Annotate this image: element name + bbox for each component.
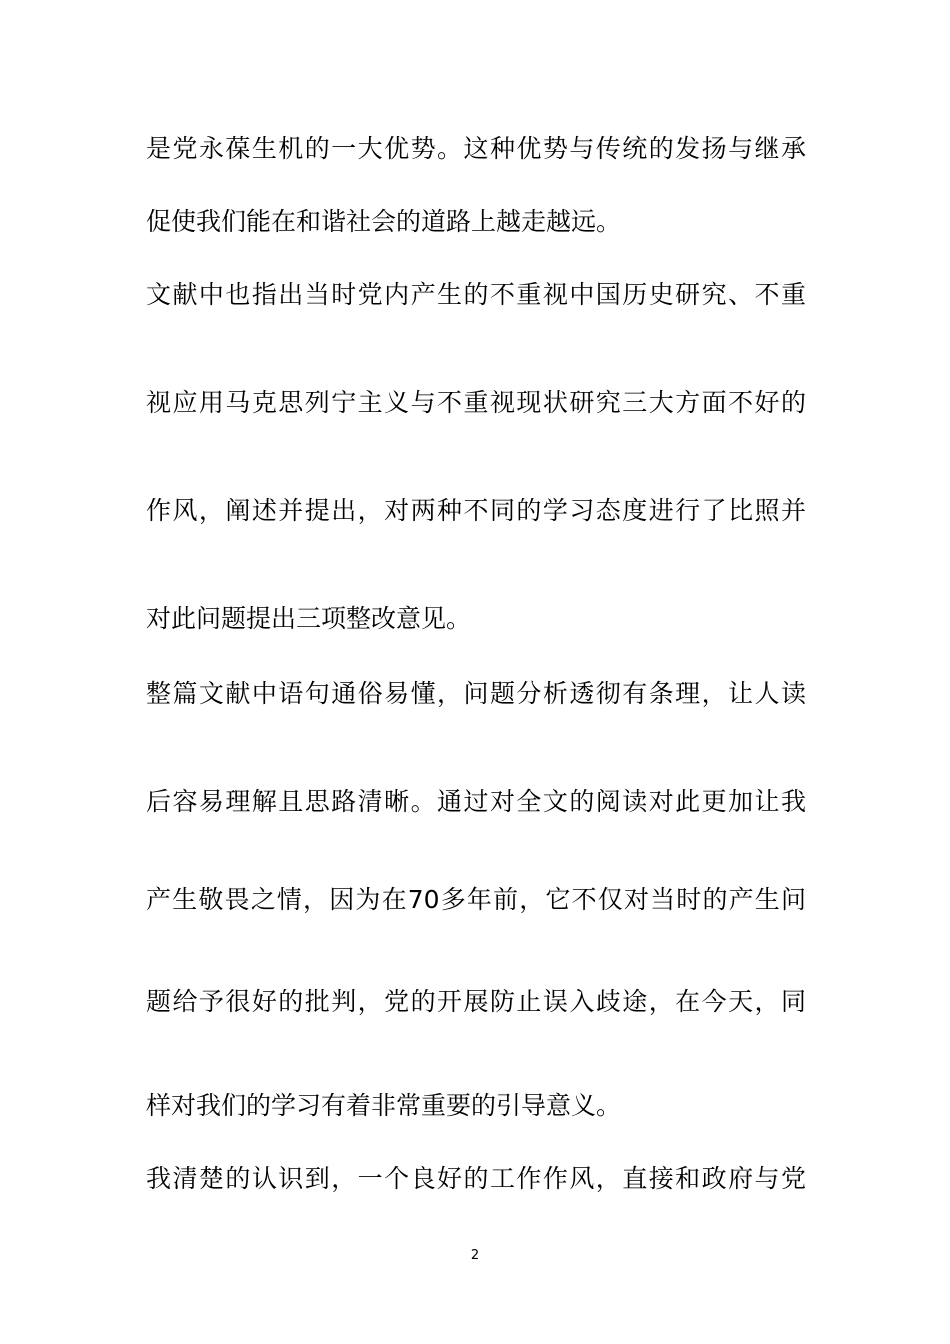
text-line: 促使我们能在和谐社会的道路上越走越远。 [146, 207, 622, 236]
page-number: 2 [470, 1248, 480, 1263]
text-line: 视应用马克思列宁主义与不重视现状研究三大方面不好的 [146, 388, 806, 417]
text-line: 对此问题提出三项整改意见。 [146, 604, 472, 633]
text-line: 样对我们的学习有着非常重要的引导意义。 [146, 1091, 622, 1120]
text-line: 是党永葆生机的一大优势。这种优势与传统的发扬与继承 [146, 134, 806, 163]
text-line: 题给予很好的批判，党的开展防止误入歧途，在今天，同 [146, 987, 806, 1016]
text-line: 文献中也指出当时党内产生的不重视中国历史研究、不重 [146, 280, 806, 309]
text-line: 我清楚的认识到，一个良好的工作作风，直接和政府与党 [146, 1164, 806, 1193]
text-line: 整篇文献中语句通俗易懂，问题分析透彻有条理，让人读 [146, 679, 806, 708]
text-line: 作风，阐述并提出，对两种不同的学习态度进行了比照并 [146, 496, 806, 525]
text-line: 后容易理解且思路清晰。通过对全文的阅读对此更加让我 [146, 787, 806, 816]
text-line: 产生敬畏之情，因为在70多年前，它不仅对当时的产生问 [146, 885, 806, 914]
